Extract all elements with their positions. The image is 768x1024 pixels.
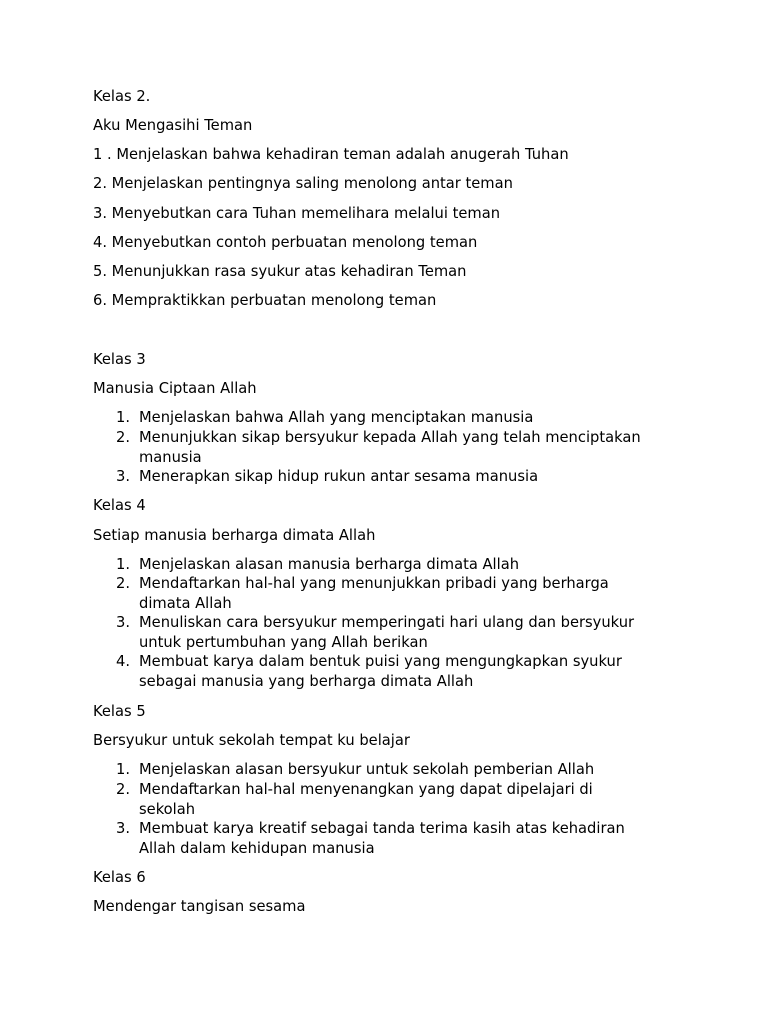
list-text: Membuat karya dalam bentuk puisi yang mengungkapkan syukur [139,653,622,670]
list-text: Menerapkan sikap hidup rukun antar sesama manusia [139,468,539,485]
list-text: Membuat karya kreatif sebagai tanda terima kasih atas kehadiran [139,820,625,837]
list-number: 1. [116,409,131,426]
kelas2-heading: Kelas 2. [93,88,151,105]
list-text: sebagai manusia yang berharga dimata Allah [139,672,474,690]
list-number: 1. [116,761,131,778]
list-text: Mendaftarkan hal-hal yang menunjukkan pribadi yang berharga [139,575,609,592]
kelas4-heading: Kelas 4 [93,497,146,514]
list-number: 3. [116,468,131,485]
kelas2-item-1: 1 . Menjelaskan bahwa kehadiran teman adalah anugerah Tuhan [93,146,569,163]
list-text: Menjelaskan bahwa Allah yang menciptakan manusia [139,409,534,426]
list-text: sekolah [139,800,196,818]
list-number: 3. [116,820,131,837]
kelas2-item-6: 6. Mempraktikkan perbuatan menolong teman [93,292,437,309]
list-text: Menuliskan cara bersyukur memperingati hari ulang dan bersyukur [139,614,635,631]
kelas4-title: Setiap manusia berharga dimata Allah [93,527,376,544]
list-text: dimata Allah [139,594,232,612]
list-text: Mendaftarkan hal-hal menyenangkan yang dapat dipelajari di [139,781,593,798]
kelas2-title: Aku Mengasihi Teman [93,117,253,134]
kelas5-heading: Kelas 5 [93,703,146,720]
list-number: 2. [116,429,131,446]
list-number: 2. [116,781,131,798]
list-text: manusia [139,448,202,466]
list-number: 2. [116,575,131,592]
kelas3-title: Manusia Ciptaan Allah [93,380,257,397]
kelas3-heading: Kelas 3 [93,351,146,368]
kelas2-item-4: 4. Menyebutkan contoh perbuatan menolong teman [93,234,478,251]
list-text: Menjelaskan alasan bersyukur untuk sekolah pemberian Allah [139,761,595,778]
kelas6-title: Mendengar tangisan sesama [93,898,306,915]
list-number: 3. [116,614,131,631]
list-number: 1. [116,556,131,573]
kelas2-item-2: 2. Menjelaskan pentingnya saling menolong antar teman [93,175,513,192]
kelas6-heading: Kelas 6 [93,869,146,886]
list-text: Allah dalam kehidupan manusia [139,839,375,857]
list-text: Menjelaskan alasan manusia berharga dimata Allah [139,556,520,573]
kelas2-item-3: 3. Menyebutkan cara Tuhan memelihara melalui teman [93,205,501,222]
kelas5-title: Bersyukur untuk sekolah tempat ku belajar [93,732,410,749]
list-text: Menunjukkan sikap bersyukur kepada Allah yang telah menciptakan [139,429,641,446]
kelas2-item-5: 5. Menunjukkan rasa syukur atas kehadiran Teman [93,263,467,280]
list-text: untuk pertumbuhan yang Allah berikan [139,633,428,651]
list-number: 4. [116,653,131,670]
